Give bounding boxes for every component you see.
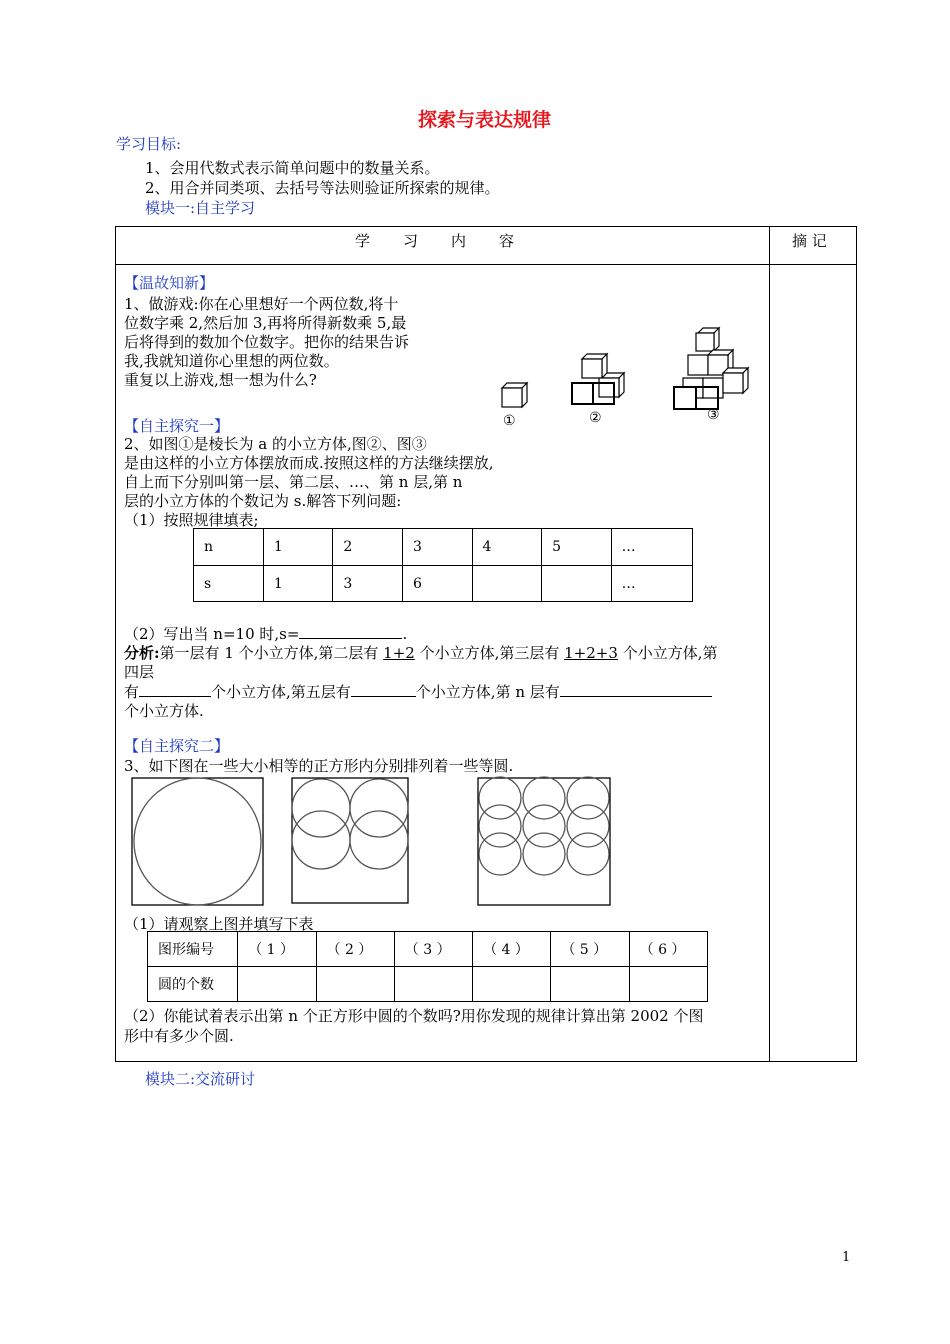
review-text: 1、做游戏:你在心里想好一个两位数,将十 位数字乘 2,然后加 3,再将所得新数乘 5,最 后将得到的数加个位数字。把你的结果告诉 我,我就知道你心里想的两位数。 重复以上游戏,想一想为什么? <box>124 295 410 389</box>
analysis-line-4: 个小立方体. <box>124 702 204 720</box>
table-cell: （ 5 ） <box>551 932 629 967</box>
table-cell: 5 <box>542 529 612 566</box>
objective-item: 1、会用代数式表示简单问题中的数量关系。 <box>145 159 440 177</box>
table-cell <box>394 967 472 1002</box>
table-cell <box>238 967 316 1002</box>
section-tag-explore2: 【自主探究二】 <box>124 737 230 755</box>
figure-label-2: ② <box>589 410 602 426</box>
explore1-text: 2、如图①是棱长为 a 的小立方体,图②、图③ 是由这样的小立方体摆放而成.按照这样的方法继续摆放, 自上而下分别叫第一层、第二层、…、第 n 层,第 n 层的小立方体的个数记为 s.解答下列问题: （1）按照规律填表; <box>124 435 494 529</box>
table-cell: 3 <box>333 566 403 602</box>
page-title: 探索与表达规律 <box>418 109 552 131</box>
analysis-line-2: 四层 <box>124 663 155 681</box>
notes-column-header: 摘 记 <box>792 232 827 250</box>
table-cell <box>629 967 707 1002</box>
analysis-line-1: 分析:第一层有 1 个小立方体,第二层有 1+2 个小立方体,第三层有 1+2+3 个小立方体,第 <box>124 644 718 662</box>
table-cell: 4 <box>472 529 542 566</box>
module-heading: 模块二:交流研讨 <box>145 1070 256 1088</box>
figure-label-3: ③ <box>707 407 720 423</box>
table-cell <box>316 967 394 1002</box>
table-cell: （ 3 ） <box>394 932 472 967</box>
objectives-heading: 学习目标: <box>116 135 182 153</box>
explore2-q2: （2）你能试着表示出第 n 个正方形中圆的个数吗?用你发现的规律计算出第 2002 个图 形中有多少个圆. <box>124 1007 704 1045</box>
explore2-q1: （1）请观察上图并填写下表 <box>124 915 314 933</box>
table-cell: （ 1 ） <box>238 932 316 967</box>
section-tag-review: 【温故知新】 <box>124 274 215 292</box>
table-cell <box>473 967 551 1002</box>
table-cell: s <box>194 566 264 602</box>
table-cell: 圆的个数 <box>148 967 238 1002</box>
analysis-line-3: 有 个小立方体,第五层有 个小立方体,第 n 层有 <box>124 681 712 702</box>
table-cell: （ 4 ） <box>473 932 551 967</box>
table-cell: 1 <box>263 529 333 566</box>
figure-label-1: ① <box>503 413 516 429</box>
table-cell: 图形编号 <box>148 932 238 967</box>
table-cell <box>551 967 629 1002</box>
module-heading: 模块一:自主学习 <box>145 199 256 217</box>
objective-item: 2、用合并同类项、去括号等法则验证所探索的规律。 <box>145 179 500 197</box>
question-2: （2）写出当 n=10 时,s= . <box>124 625 408 643</box>
table-cell: n <box>194 529 264 566</box>
table-cell: （ 2 ） <box>316 932 394 967</box>
section-tag-explore1: 【自主探究一】 <box>124 417 230 435</box>
table-cell: … <box>611 566 692 602</box>
table-cell: 2 <box>333 529 403 566</box>
content-column-header: 学 习 内 容 <box>355 232 516 250</box>
page-number: 1 <box>842 1250 851 1265</box>
table-cell: 1 <box>263 566 333 602</box>
table-cell: 3 <box>402 529 472 566</box>
table-cell: … <box>611 529 692 566</box>
table-cell: 6 <box>402 566 472 602</box>
explore2-text: 3、如下图在一些大小相等的正方形内分别排列着一些等圆. <box>124 757 514 775</box>
circle-count-table <box>147 931 708 1002</box>
table-cell: （ 6 ） <box>629 932 707 967</box>
